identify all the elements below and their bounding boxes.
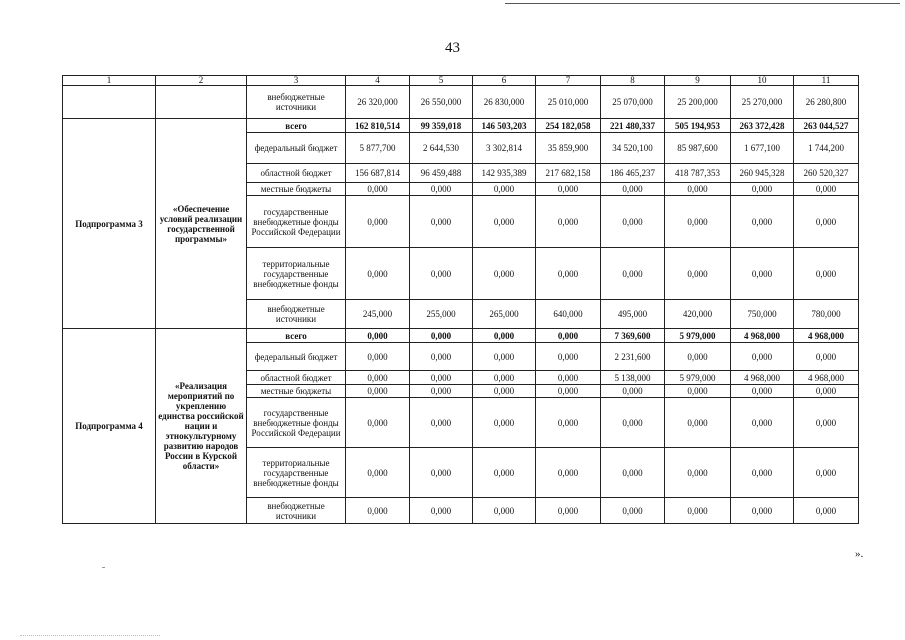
value-cell: 0,000 xyxy=(536,248,601,300)
value-cell: 4 968,000 xyxy=(731,329,794,343)
value-cell: 260 520,327 xyxy=(794,164,859,183)
value-cell: 35 859,900 xyxy=(536,133,601,164)
value-cell: 263 044,527 xyxy=(794,119,859,133)
table-row xyxy=(63,329,859,343)
value-cell: 0,000 xyxy=(346,196,410,248)
value-cell: 221 480,337 xyxy=(601,119,665,133)
value-cell: 780,000 xyxy=(794,300,859,329)
value-cell: 0,000 xyxy=(601,183,665,196)
column-header: 9 xyxy=(665,76,731,86)
value-cell: 254 182,058 xyxy=(536,119,601,133)
value-cell: 750,000 xyxy=(731,300,794,329)
value-cell: 0,000 xyxy=(473,498,536,524)
page-number: 43 xyxy=(445,40,460,56)
value-cell: 162 810,514 xyxy=(346,119,410,133)
value-cell: 0,000 xyxy=(794,385,859,398)
value-cell: 25 200,000 xyxy=(665,86,731,119)
value-cell: 146 503,203 xyxy=(473,119,536,133)
value-cell: 265,000 xyxy=(473,300,536,329)
value-cell: 5 979,000 xyxy=(665,371,731,385)
value-cell: 0,000 xyxy=(410,448,473,498)
value-cell: 0,000 xyxy=(536,329,601,343)
value-cell: 99 359,018 xyxy=(410,119,473,133)
value-cell: 0,000 xyxy=(665,385,731,398)
funding-source: местные бюджеты xyxy=(247,385,346,398)
funding-source: областной бюджет xyxy=(247,164,346,183)
value-cell: 0,000 xyxy=(346,498,410,524)
value-cell: 142 935,389 xyxy=(473,164,536,183)
value-cell: 505 194,953 xyxy=(665,119,731,133)
value-cell: 255,000 xyxy=(410,300,473,329)
value-cell: 0,000 xyxy=(794,498,859,524)
value-cell: 0,000 xyxy=(346,183,410,196)
value-cell: 4 968,000 xyxy=(794,329,859,343)
value-cell: 217 682,158 xyxy=(536,164,601,183)
value-cell: 156 687,814 xyxy=(346,164,410,183)
value-cell: 0,000 xyxy=(665,196,731,248)
table-row xyxy=(63,119,859,133)
funding-source: государственные внебюджетные фонды Российской Федерации xyxy=(247,398,346,448)
value-cell: 0,000 xyxy=(601,498,665,524)
value-cell: 0,000 xyxy=(601,196,665,248)
funding-source: территориальные государственные внебюджетные фонды xyxy=(247,248,346,300)
value-cell: 5 138,000 xyxy=(601,371,665,385)
value-cell: 25 010,000 xyxy=(536,86,601,119)
value-cell: 96 459,488 xyxy=(410,164,473,183)
value-cell: 0,000 xyxy=(473,329,536,343)
value-cell: 0,000 xyxy=(731,398,794,448)
value-cell: 0,000 xyxy=(794,248,859,300)
value-cell: 0,000 xyxy=(665,398,731,448)
top-rule xyxy=(505,3,900,4)
value-cell: 0,000 xyxy=(473,385,536,398)
value-cell: 245,000 xyxy=(346,300,410,329)
value-cell: 0,000 xyxy=(346,385,410,398)
column-header: 1 xyxy=(63,76,156,86)
value-cell: 7 369,600 xyxy=(601,329,665,343)
value-cell: 0,000 xyxy=(601,385,665,398)
value-cell: 0,000 xyxy=(731,248,794,300)
column-header: 7 xyxy=(536,76,601,86)
subprogram-3-title: «Обеспечение условий реализации государственной программы» xyxy=(156,119,247,329)
value-cell: 0,000 xyxy=(346,329,410,343)
value-cell: 0,000 xyxy=(410,398,473,448)
funding-source: внебюджетные источники xyxy=(247,86,346,119)
column-header: 11 xyxy=(794,76,859,86)
table-row xyxy=(63,86,859,119)
value-cell: 0,000 xyxy=(410,343,473,371)
value-cell: 0,000 xyxy=(410,329,473,343)
value-cell: 0,000 xyxy=(346,371,410,385)
value-cell: 0,000 xyxy=(410,371,473,385)
value-cell: 0,000 xyxy=(473,371,536,385)
funding-source: территориальные государственные внебюджетные фонды xyxy=(247,448,346,498)
value-cell: 0,000 xyxy=(536,498,601,524)
value-cell: 0,000 xyxy=(601,448,665,498)
value-cell: 0,000 xyxy=(665,343,731,371)
funding-source: местные бюджеты xyxy=(247,183,346,196)
value-cell: 26 280,800 xyxy=(794,86,859,119)
subprogram-4-title: «Реализация мероприятий по укреплению единства российской нации и этнокультурному развитию народов России в Курской области» xyxy=(156,329,247,524)
budget-table xyxy=(62,75,859,524)
value-cell: 34 520,100 xyxy=(601,133,665,164)
value-cell: 0,000 xyxy=(601,248,665,300)
value-cell: 0,000 xyxy=(473,398,536,448)
value-cell: 0,000 xyxy=(536,371,601,385)
column-header: 4 xyxy=(346,76,410,86)
funding-source: внебюджетные источники xyxy=(247,300,346,329)
funding-source: государственные внебюджетные фонды Российской Федерации xyxy=(247,196,346,248)
value-cell: 0,000 xyxy=(410,196,473,248)
value-cell: 186 465,237 xyxy=(601,164,665,183)
value-cell: 0,000 xyxy=(410,498,473,524)
table-header-row xyxy=(63,76,859,86)
value-cell: 418 787,353 xyxy=(665,164,731,183)
value-cell: 4 968,000 xyxy=(731,371,794,385)
funding-source: всего xyxy=(247,119,346,133)
column-header: 2 xyxy=(156,76,247,86)
value-cell: 0,000 xyxy=(536,183,601,196)
value-cell: 5 979,000 xyxy=(665,329,731,343)
column-header: 5 xyxy=(410,76,473,86)
value-cell: 0,000 xyxy=(346,343,410,371)
value-cell: 0,000 xyxy=(731,498,794,524)
value-cell: 0,000 xyxy=(536,196,601,248)
value-cell: 495,000 xyxy=(601,300,665,329)
value-cell: 0,000 xyxy=(536,448,601,498)
value-cell: 0,000 xyxy=(410,385,473,398)
subprogram-4-name: Подпрограмма 4 xyxy=(63,329,156,524)
funding-source: всего xyxy=(247,329,346,343)
value-cell: 0,000 xyxy=(473,248,536,300)
value-cell: 640,000 xyxy=(536,300,601,329)
value-cell: 0,000 xyxy=(410,183,473,196)
value-cell: 0,000 xyxy=(536,385,601,398)
closing-quote-mark: ». xyxy=(855,548,864,560)
value-cell: 0,000 xyxy=(601,398,665,448)
value-cell: 0,000 xyxy=(536,398,601,448)
value-cell: 0,000 xyxy=(794,183,859,196)
value-cell: 263 372,428 xyxy=(731,119,794,133)
value-cell: 5 877,700 xyxy=(346,133,410,164)
column-header: 10 xyxy=(731,76,794,86)
column-header: 3 xyxy=(247,76,346,86)
value-cell: 0,000 xyxy=(794,343,859,371)
value-cell: 0,000 xyxy=(731,343,794,371)
value-cell: 260 945,328 xyxy=(731,164,794,183)
value-cell: 0,000 xyxy=(731,448,794,498)
value-cell: 2 231,600 xyxy=(601,343,665,371)
value-cell: 26 830,000 xyxy=(473,86,536,119)
value-cell: 0,000 xyxy=(346,248,410,300)
value-cell: 0,000 xyxy=(473,343,536,371)
value-cell: 26 320,000 xyxy=(346,86,410,119)
value-cell: 0,000 xyxy=(473,448,536,498)
funding-source: федеральный бюджет xyxy=(247,343,346,371)
value-cell: 420,000 xyxy=(665,300,731,329)
value-cell: 0,000 xyxy=(536,343,601,371)
value-cell: 26 550,000 xyxy=(410,86,473,119)
value-cell: 1 677,100 xyxy=(731,133,794,164)
funding-source: внебюджетные источники xyxy=(247,498,346,524)
value-cell: 0,000 xyxy=(473,183,536,196)
value-cell: 25 270,000 xyxy=(731,86,794,119)
value-cell: 0,000 xyxy=(731,196,794,248)
funding-source: областной бюджет xyxy=(247,371,346,385)
value-cell: 0,000 xyxy=(473,196,536,248)
value-cell: 2 644,530 xyxy=(410,133,473,164)
value-cell: 85 987,600 xyxy=(665,133,731,164)
value-cell: 0,000 xyxy=(346,398,410,448)
value-cell: 0,000 xyxy=(665,498,731,524)
description-cell-empty xyxy=(156,86,247,119)
value-cell: 0,000 xyxy=(346,448,410,498)
value-cell: 0,000 xyxy=(794,448,859,498)
value-cell: 0,000 xyxy=(731,385,794,398)
subprogram-3-name: Подпрограмма 3 xyxy=(63,119,156,329)
scan-mark xyxy=(102,567,105,568)
value-cell: 0,000 xyxy=(731,183,794,196)
value-cell: 1 744,200 xyxy=(794,133,859,164)
column-header: 8 xyxy=(601,76,665,86)
value-cell: 0,000 xyxy=(794,196,859,248)
value-cell: 0,000 xyxy=(665,248,731,300)
scan-mark xyxy=(20,635,160,636)
value-cell: 0,000 xyxy=(410,248,473,300)
value-cell: 4 968,000 xyxy=(794,371,859,385)
value-cell: 25 070,000 xyxy=(601,86,665,119)
value-cell: 0,000 xyxy=(665,183,731,196)
value-cell: 0,000 xyxy=(794,398,859,448)
value-cell: 3 302,814 xyxy=(473,133,536,164)
column-header: 6 xyxy=(473,76,536,86)
program-cell-empty xyxy=(63,86,156,119)
value-cell: 0,000 xyxy=(665,448,731,498)
funding-source: федеральный бюджет xyxy=(247,133,346,164)
